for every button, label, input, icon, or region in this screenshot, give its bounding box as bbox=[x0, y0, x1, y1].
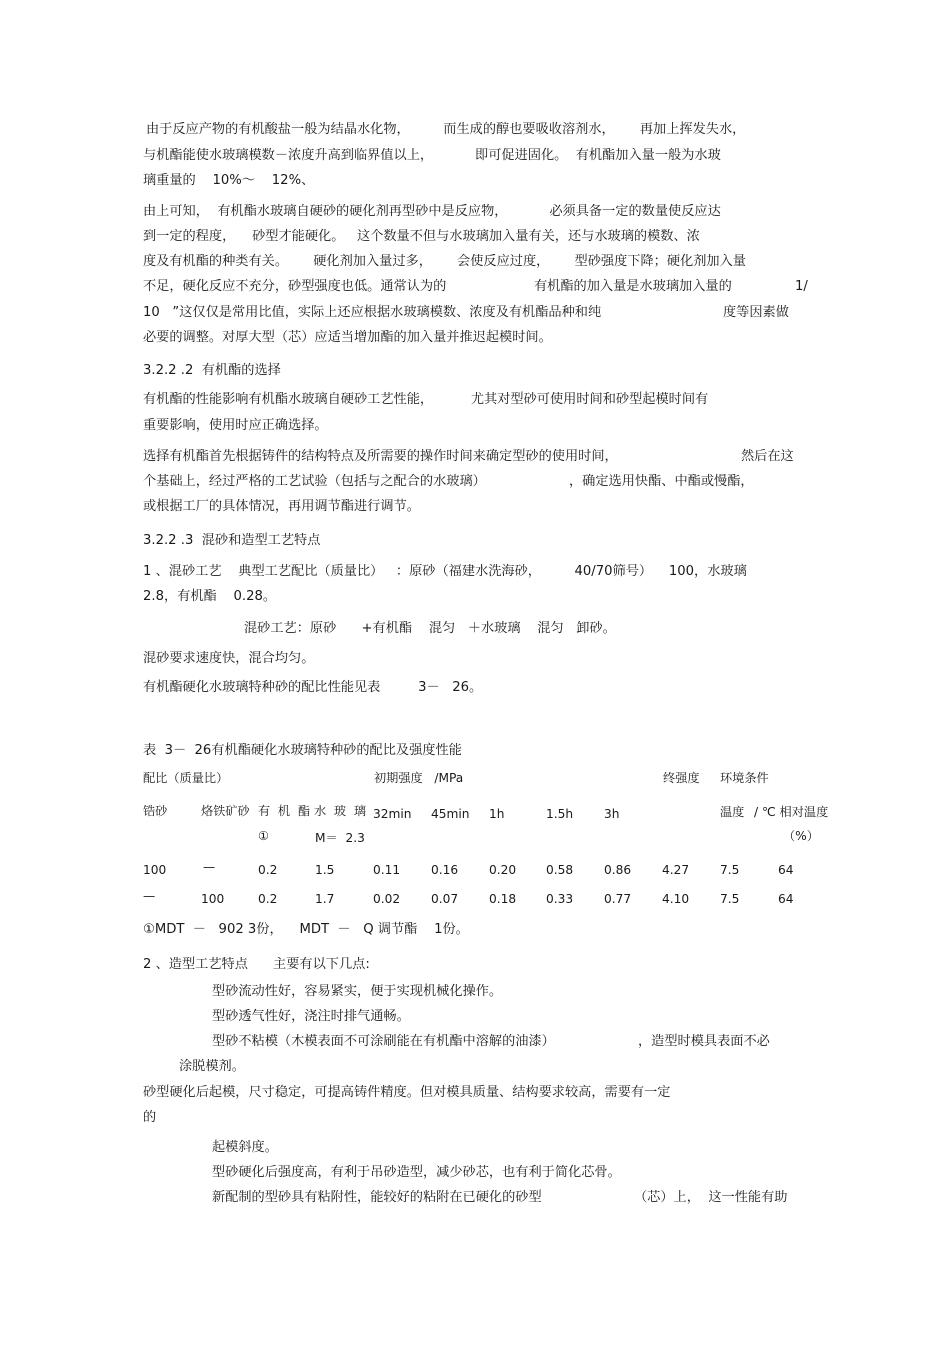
text-line: 10 ”这仅仅是常用比值，实际上还应根据水玻璃模数、浓度及有机酯品种和纯 bbox=[143, 305, 602, 320]
table-cell: 64 bbox=[778, 892, 794, 906]
table-cell: 0.33 bbox=[546, 892, 574, 906]
text-line: 有机酯硬化水玻璃特种砂的配比性能见表 3－ 26。 bbox=[143, 680, 483, 695]
table-cell: 7.5 bbox=[720, 892, 740, 906]
list-item: 型砂流动性好，容易紧实，便于实现机械化操作。 bbox=[212, 984, 503, 999]
table-cell: 0.58 bbox=[546, 863, 574, 877]
table-header-modulus: M＝ 2.3 bbox=[315, 831, 365, 845]
table-cell: — bbox=[143, 889, 156, 903]
text-line: 1/ bbox=[795, 279, 808, 294]
table-header-1-5h: 1.5h bbox=[546, 807, 574, 821]
list-item: 涂脱模剂。 bbox=[179, 1059, 245, 1074]
text-line: 砂型硬化后起模，尺寸稳定，可提高铸件精度。但对模具质量、结构要求较高，需要有一定 bbox=[143, 1085, 671, 1100]
table-cell: 1.7 bbox=[315, 892, 335, 906]
table-header-45min: 45min bbox=[431, 807, 470, 821]
text-line: 度及有机酯的种类有关。 硬化剂加入量过多， 会使反应过度， 型砂强度下降；硬化剂加入量 bbox=[143, 254, 746, 269]
text-line: 混砂要求速度快，混合均匀。 bbox=[143, 651, 315, 666]
table-caption: 表 3－ 26有机酯硬化水玻璃特种砂的配比及强度性能 bbox=[143, 743, 462, 758]
text-line: 不足，硬化反应不充分，砂型强度也低。通常认为的 bbox=[143, 279, 447, 294]
table-cell: 0.86 bbox=[604, 863, 632, 877]
table-header-zircon: 锆砂 bbox=[143, 804, 168, 818]
table-header-glass: 水 玻 璃 bbox=[314, 804, 367, 818]
table-header-ferro: 烙铁矿砂 bbox=[201, 804, 250, 818]
section-heading: 3.2.2 .2 有机酯的选择 bbox=[143, 363, 281, 378]
text-line: 然后在这 bbox=[741, 449, 794, 464]
section-heading: 3.2.2 .3 混砂和造型工艺特点 bbox=[143, 533, 321, 548]
table-header-ratio: 配比（质量比） bbox=[143, 771, 229, 785]
text-line: 2.8，有机酯 0.28。 bbox=[143, 589, 277, 604]
table-header-3h: 3h bbox=[604, 807, 620, 821]
text-line: 有机酯的性能影响有机酯水玻璃自硬砂工艺性能， 尤其对型砂可使用时间和砂型起模时间有 bbox=[143, 392, 709, 407]
text-line: 或根据工厂的具体情况，再用调节酯进行调节。 bbox=[143, 499, 420, 514]
text-line: 2 、造型工艺特点 主要有以下几点: bbox=[143, 957, 370, 972]
text-line: 的 bbox=[143, 1110, 157, 1125]
text-line: 重要影响，使用时应正确选择。 bbox=[143, 418, 328, 433]
table-cell: 0.18 bbox=[489, 892, 517, 906]
table-cell: 4.10 bbox=[662, 892, 690, 906]
text-line: 到一定的程度， 砂型才能硬化。 这个数量不但与水玻璃加入量有关，还与水玻璃的模数、浓 bbox=[143, 229, 700, 244]
table-header-ester: 有 机 酯 bbox=[258, 804, 311, 818]
table-cell: 7.5 bbox=[720, 863, 740, 877]
text-line: 1 、混砂工艺 典型工艺配比（质量比） ：原砂（福建水洗海砂， 40/70筛号） 100，水玻璃 bbox=[143, 564, 747, 579]
text-line: 由上可知， 有机酯水玻璃自硬砂的硬化剂再型砂中是反应物， 必须具备一定的数量使反应达 bbox=[143, 204, 721, 219]
table-cell: 0.2 bbox=[258, 892, 278, 906]
table-footnote: ①MDT － 902 3份， MDT － Q 调节酯 1份。 bbox=[143, 922, 469, 937]
table-header-humidity: / ℃ 相对温度 bbox=[754, 805, 829, 819]
list-item: 新配制的型砂具有粘附性，能较好的粘附在已硬化的砂型 bbox=[212, 1190, 542, 1205]
table-header-initial-strength: 初期强度 /MPa bbox=[374, 771, 464, 785]
text-line: ，确定选用快酯、中酯或慢酯， bbox=[569, 474, 754, 489]
list-item: 型砂硬化后强度高，有利于吊砂造型，减少砂芯，也有利于简化芯骨。 bbox=[212, 1165, 621, 1180]
text-line: 度等因素做 bbox=[723, 305, 789, 320]
table-header-1h: 1h bbox=[489, 807, 505, 821]
text-line: 必要的调整。对厚大型（芯）应适当增加酯的加入量并推迟起模时间。 bbox=[143, 330, 552, 345]
text-line: 由于反应产物的有机酸盐一般为结晶水化物， 而生成的醇也要吸收溶剂水， 再加上挥发失水， bbox=[146, 122, 746, 137]
list-item: （芯）上， 这一性能有助 bbox=[634, 1190, 788, 1205]
table-header-final-strength: 终强度 bbox=[663, 771, 700, 785]
list-item: 型砂透气性好，浇注时排气通畅。 bbox=[212, 1009, 410, 1024]
table-header-note-mark: ① bbox=[258, 829, 269, 843]
text-line: 混砂工艺：原砂 +有机酯 混匀 ＋水玻璃 混匀 卸砂。 bbox=[244, 621, 616, 636]
table-cell: 0.77 bbox=[604, 892, 632, 906]
table-cell: 64 bbox=[778, 863, 794, 877]
table-cell: 0.11 bbox=[373, 863, 401, 877]
text-line: 璃重量的 10%～ 12%、 bbox=[143, 173, 315, 188]
table-header-environment: 环境条件 bbox=[720, 771, 769, 785]
table-header-percent: （%） bbox=[783, 829, 819, 843]
text-line: 与机酯能使水玻璃模数－浓度升高到临界值以上， 即可促进固化。 有机酯加入量一般为水玻 bbox=[143, 148, 721, 163]
table-header-32min: 32min bbox=[373, 807, 412, 821]
text-line: 个基础上，经过严格的工艺试验（包括与之配合的水玻璃） bbox=[143, 474, 486, 489]
table-cell: 0.02 bbox=[373, 892, 401, 906]
table-cell: — bbox=[203, 860, 216, 874]
table-cell: 100 bbox=[201, 892, 225, 906]
list-item: 型砂不粘模（木模表面不可涂刷能在有机酯中溶解的油漆） bbox=[212, 1034, 555, 1049]
table-cell: 0.20 bbox=[489, 863, 517, 877]
table-cell: 1.5 bbox=[315, 863, 335, 877]
text-line: 选择有机酯首先根据铸件的结构特点及所需要的操作时间来确定型砂的使用时间， bbox=[143, 449, 618, 464]
text-line: 有机酯的加入量是水玻璃加入量的 bbox=[534, 279, 732, 294]
list-item: ，造型时模具表面不必 bbox=[638, 1034, 770, 1049]
table-cell: 0.16 bbox=[431, 863, 459, 877]
table-cell: 4.27 bbox=[662, 863, 690, 877]
table-cell: 0.2 bbox=[258, 863, 278, 877]
list-item: 起模斜度。 bbox=[212, 1140, 278, 1155]
table-cell: 100 bbox=[143, 863, 167, 877]
table-header-temperature: 温度 bbox=[720, 805, 745, 819]
table-cell: 0.07 bbox=[431, 892, 459, 906]
